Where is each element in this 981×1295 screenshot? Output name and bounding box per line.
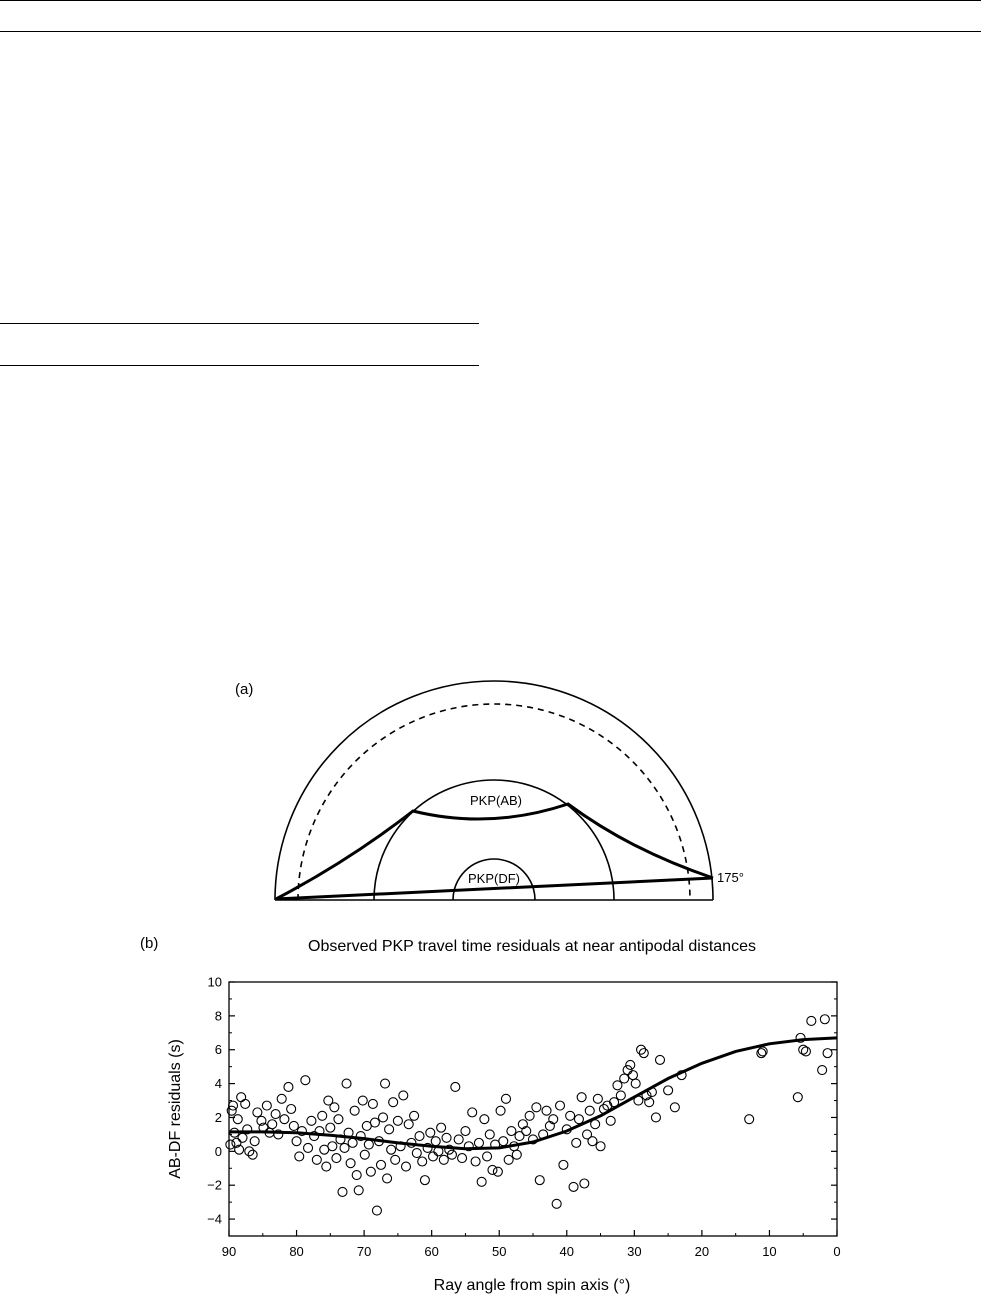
x-tick-label: 90 (221, 1244, 237, 1259)
data-point (512, 1150, 521, 1159)
data-point (229, 1101, 238, 1110)
data-point (818, 1066, 827, 1075)
data-point (552, 1199, 561, 1208)
data-point (364, 1140, 373, 1149)
data-point (468, 1108, 477, 1117)
data-point (532, 1103, 541, 1112)
data-point (577, 1093, 586, 1102)
data-point (588, 1137, 597, 1146)
data-point (370, 1118, 379, 1127)
data-point (499, 1137, 508, 1146)
data-point (385, 1125, 394, 1134)
data-point (431, 1137, 440, 1146)
data-point (471, 1157, 480, 1166)
data-point (620, 1074, 629, 1083)
data-point (250, 1137, 259, 1146)
data-point (485, 1130, 494, 1139)
data-point (664, 1086, 673, 1095)
data-point (379, 1113, 388, 1122)
data-point (410, 1111, 419, 1120)
data-point (616, 1091, 625, 1100)
data-point (412, 1149, 421, 1158)
data-point (393, 1116, 402, 1125)
data-point (606, 1116, 615, 1125)
panel-a-label: (a) (235, 681, 254, 698)
data-point (330, 1103, 339, 1112)
data-point (289, 1121, 298, 1130)
data-point (420, 1176, 429, 1185)
data-point (354, 1186, 363, 1195)
data-point (253, 1108, 262, 1117)
data-point (332, 1154, 341, 1163)
data-point (391, 1155, 400, 1164)
data-point (301, 1076, 310, 1085)
plot-frame (229, 982, 837, 1236)
data-point (483, 1152, 492, 1161)
data-point (304, 1143, 313, 1152)
data-point (404, 1120, 413, 1129)
data-point (262, 1101, 271, 1110)
data-point (820, 1015, 829, 1024)
y-tick-label: 0 (214, 1143, 222, 1159)
x-tick-label: 50 (491, 1244, 507, 1259)
data-point (429, 1152, 438, 1161)
data-point (461, 1127, 470, 1136)
data-point (287, 1105, 296, 1114)
x-axis-label: Ray angle from spin axis (°) (433, 1277, 631, 1294)
data-point (493, 1167, 502, 1176)
data-point (593, 1094, 602, 1103)
data-point (372, 1206, 381, 1215)
data-point (488, 1165, 497, 1174)
pkp-ab-label: PKP(AB) (469, 793, 523, 808)
data-point (241, 1099, 250, 1108)
data-point (542, 1106, 551, 1115)
y-tick-label: 2 (214, 1109, 222, 1125)
data-point (556, 1101, 565, 1110)
data-point (377, 1160, 386, 1169)
distance-175-label: 175° (717, 870, 744, 885)
data-point (387, 1145, 396, 1154)
y-tick-label: 10 (207, 974, 222, 990)
data-point (318, 1111, 327, 1120)
data-point (585, 1106, 594, 1115)
data-point (360, 1150, 369, 1159)
data-point (268, 1120, 277, 1129)
data-point (358, 1096, 367, 1105)
data-point (623, 1066, 632, 1075)
data-point (326, 1123, 335, 1132)
data-point (226, 1140, 235, 1149)
x-tick-label: 40 (559, 1244, 575, 1259)
data-point (348, 1138, 357, 1147)
data-point (574, 1115, 583, 1124)
data-point (350, 1106, 359, 1115)
data-point (507, 1127, 516, 1136)
data-point (346, 1159, 355, 1168)
y-axis (207, 975, 837, 1237)
data-point (823, 1049, 832, 1058)
data-point (233, 1115, 242, 1124)
y-tick-label: 4 (214, 1076, 222, 1092)
data-point (237, 1093, 246, 1102)
data-point (651, 1113, 660, 1122)
data-point (745, 1115, 754, 1124)
data-point (569, 1182, 578, 1191)
data-point (418, 1157, 427, 1166)
data-point (807, 1016, 816, 1025)
x-tick-label: 30 (627, 1244, 642, 1259)
data-point (656, 1055, 665, 1064)
data-point (338, 1187, 347, 1196)
data-point (477, 1177, 486, 1186)
data-point (238, 1133, 247, 1142)
data-point (292, 1137, 301, 1146)
panel-b-label: (b) (140, 935, 159, 952)
data-point (352, 1171, 361, 1180)
data-point (284, 1082, 293, 1091)
data-point (328, 1142, 337, 1151)
data-point (277, 1094, 286, 1103)
y-axis-label: AB-DF residuals (s) (167, 1039, 184, 1179)
pkp-df-label: PKP(DF) (468, 871, 520, 886)
data-point (307, 1116, 316, 1125)
data-point (340, 1143, 349, 1152)
scatter-points (226, 1015, 832, 1215)
data-point (801, 1047, 810, 1056)
chart-title: Observed PKP travel time residuals at near antipodal distances (308, 938, 756, 955)
data-point (496, 1106, 505, 1115)
data-point (439, 1155, 448, 1164)
data-point (322, 1162, 331, 1171)
data-point (437, 1123, 446, 1132)
data-point (474, 1138, 483, 1147)
model-fit-curve (229, 1038, 837, 1149)
data-point (383, 1174, 392, 1183)
panel-b-chart (140, 935, 841, 1294)
data-point (631, 1079, 640, 1088)
data-point (451, 1082, 460, 1091)
data-point (670, 1103, 679, 1112)
data-point (626, 1060, 635, 1069)
data-point (312, 1155, 321, 1164)
data-point (458, 1154, 467, 1163)
data-point (271, 1110, 280, 1119)
data-point (580, 1179, 589, 1188)
x-tick-label: 70 (356, 1244, 372, 1259)
y-tick-label: −2 (207, 1177, 222, 1193)
data-point (613, 1081, 622, 1090)
data-point (566, 1111, 575, 1120)
y-tick-label: 8 (214, 1008, 222, 1024)
data-point (501, 1094, 510, 1103)
data-point (415, 1132, 424, 1141)
y-tick-label: 6 (214, 1042, 222, 1058)
data-point (368, 1099, 377, 1108)
data-point (447, 1150, 456, 1159)
data-point (793, 1093, 802, 1102)
data-point (389, 1098, 398, 1107)
data-point (596, 1142, 605, 1151)
data-point (504, 1155, 513, 1164)
data-point (295, 1152, 304, 1161)
x-tick-label: 0 (833, 1244, 841, 1259)
data-point (399, 1091, 408, 1100)
data-point (381, 1079, 390, 1088)
x-tick-label: 20 (694, 1244, 710, 1259)
data-point (480, 1115, 489, 1124)
data-point (366, 1167, 375, 1176)
x-axis (222, 1230, 841, 1259)
data-point (572, 1138, 581, 1147)
data-point (401, 1162, 410, 1171)
data-point (426, 1128, 435, 1137)
data-point (628, 1071, 637, 1080)
data-point (442, 1133, 451, 1142)
x-tick-label: 10 (762, 1244, 777, 1259)
x-tick-label: 60 (424, 1244, 439, 1259)
data-point (454, 1135, 463, 1144)
y-tick-label: −4 (207, 1211, 222, 1227)
panel-a-ray-diagram (235, 681, 744, 900)
data-point (334, 1115, 343, 1124)
data-point (525, 1111, 534, 1120)
x-tick-label: 80 (289, 1244, 304, 1259)
data-point (535, 1176, 544, 1185)
data-point (342, 1079, 351, 1088)
data-point (559, 1160, 568, 1169)
earth-surface-arc (275, 681, 713, 900)
data-point (280, 1115, 289, 1124)
